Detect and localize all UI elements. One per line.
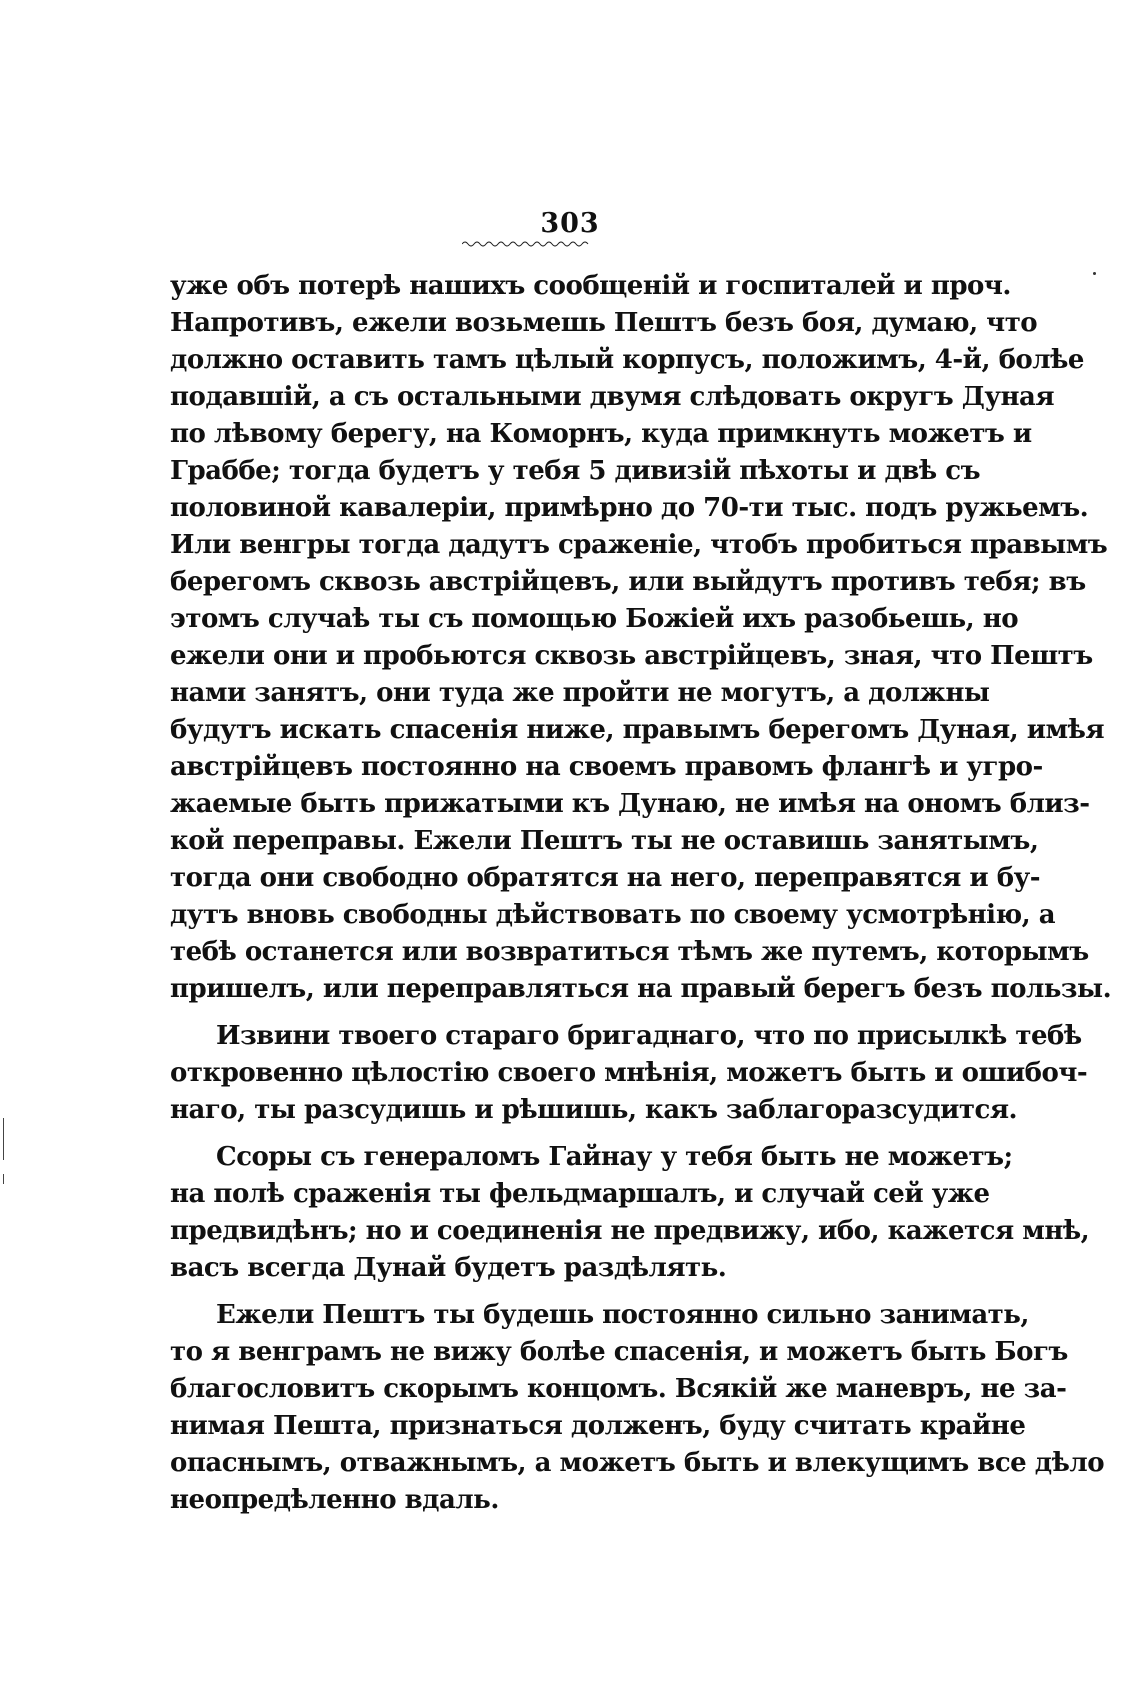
header-wavy-rule <box>462 238 592 248</box>
text-line: подавшій, а съ остальными двумя слѣдовать округъ Дуная <box>170 382 1055 412</box>
paragraph <box>170 1139 1090 1287</box>
text-line: опаснымъ, отважнымъ, а можетъ быть и влекущимъ все дѣло <box>170 1448 1105 1478</box>
paragraph <box>170 268 1112 1008</box>
text-line: будутъ искать спасенія ниже, правымъ берегомъ Дуная, имѣя <box>170 715 1105 745</box>
text-line: Ссоры съ генераломъ Гайнау у тебя быть не можетъ; <box>216 1142 1013 1172</box>
text-line: благословитъ скорымъ концомъ. Всякій же маневръ, не за- <box>170 1374 1067 1404</box>
text-line: ежели они и пробьются сквозь австрійцевъ, зная, что Пештъ <box>170 641 1093 671</box>
margin-scan-mark <box>3 1118 4 1160</box>
text-line: Граббе; тогда будетъ у тебя 5 дивизій пѣхоты и двѣ съ <box>170 456 981 486</box>
text-line: жаемые быть прижатыми къ Дунаю, не имѣя на ономъ близ- <box>170 789 1090 819</box>
text-line: Ежели Пештъ ты будешь постоянно сильно занимать, <box>216 1300 1029 1330</box>
text-line: Напротивъ, ежели возьмешь Пештъ безъ боя, думаю, что <box>170 308 1038 338</box>
paragraph-gap <box>170 1287 886 1297</box>
paragraph <box>170 1018 1088 1129</box>
text-line: австрійцевъ постоянно на своемъ правомъ флангѣ и угро- <box>170 752 1043 782</box>
text-line: Извини твоего стараго бригаднаго, что по присылкѣ тебѣ <box>216 1021 1082 1051</box>
text-line: нами занятъ, они туда же пройти не могутъ, а должны <box>170 678 990 708</box>
text-line: этомъ случаѣ ты съ помощью Божіей ихъ разобьешь, но <box>170 604 1019 634</box>
page-number: 303 <box>540 208 600 239</box>
text-line: кой переправы. Ежели Пештъ ты не оставишь занятымъ, <box>170 826 1039 856</box>
margin-scan-mark <box>3 1174 4 1184</box>
text-line: то я венграмъ не вижу болѣе спасенія, и можетъ быть Богъ <box>170 1337 1068 1367</box>
paragraph-gap <box>170 1129 886 1139</box>
text-line: предвидѣнъ; но и соединенія не предвижу, ибо, кажется мнѣ, <box>170 1216 1090 1246</box>
paragraph <box>170 1297 1105 1519</box>
text-line: уже объ потерѣ нашихъ сообщеній и госпиталей и проч. <box>170 271 1011 301</box>
text-line: нимая Пешта, признаться долженъ, буду считать крайне <box>170 1411 1026 1441</box>
text-line: берегомъ сквозь австрійцевъ, или выйдутъ противъ тебя; въ <box>170 567 1086 597</box>
body-text <box>170 268 1112 1519</box>
text-line: тебѣ останется или возвратиться тѣмъ же путемъ, которымъ <box>170 937 1089 967</box>
text-line: наго, ты разсудишь и рѣшишь, какъ заблагоразсудится. <box>170 1095 1018 1125</box>
text-line: должно оставить тамъ цѣлый корпусъ, положимъ, 4-й, болѣе <box>170 345 1084 375</box>
text-line: по лѣвому берегу, на Коморнъ, куда примкнуть можетъ и <box>170 419 1032 449</box>
text-line: дутъ вновь свободны дѣйствовать по своему усмотрѣнію, а <box>170 900 1056 930</box>
text-line: откровенно цѣлостію своего мнѣнія, можетъ быть и ошибоч- <box>170 1058 1088 1088</box>
text-line: половиной кавалеріи, примѣрно до 70-ти тыс. подъ ружьемъ. <box>170 493 1089 523</box>
text-line: васъ всегда Дунай будетъ раздѣлять. <box>170 1253 727 1283</box>
text-line: на полѣ сраженія ты фельдмаршалъ, и случай сей уже <box>170 1179 990 1209</box>
paragraph-gap <box>170 1008 886 1018</box>
text-line: неопредѣленно вдаль. <box>170 1485 499 1515</box>
text-line: тогда они свободно обратятся на него, переправятся и бу- <box>170 863 1041 893</box>
scan-speck <box>1093 272 1096 275</box>
text-line: Или венгры тогда дадутъ сраженіе, чтобъ пробиться правымъ <box>170 530 1108 560</box>
text-line: пришелъ, или переправляться на правый берегъ безъ пользы. <box>170 974 1112 1004</box>
